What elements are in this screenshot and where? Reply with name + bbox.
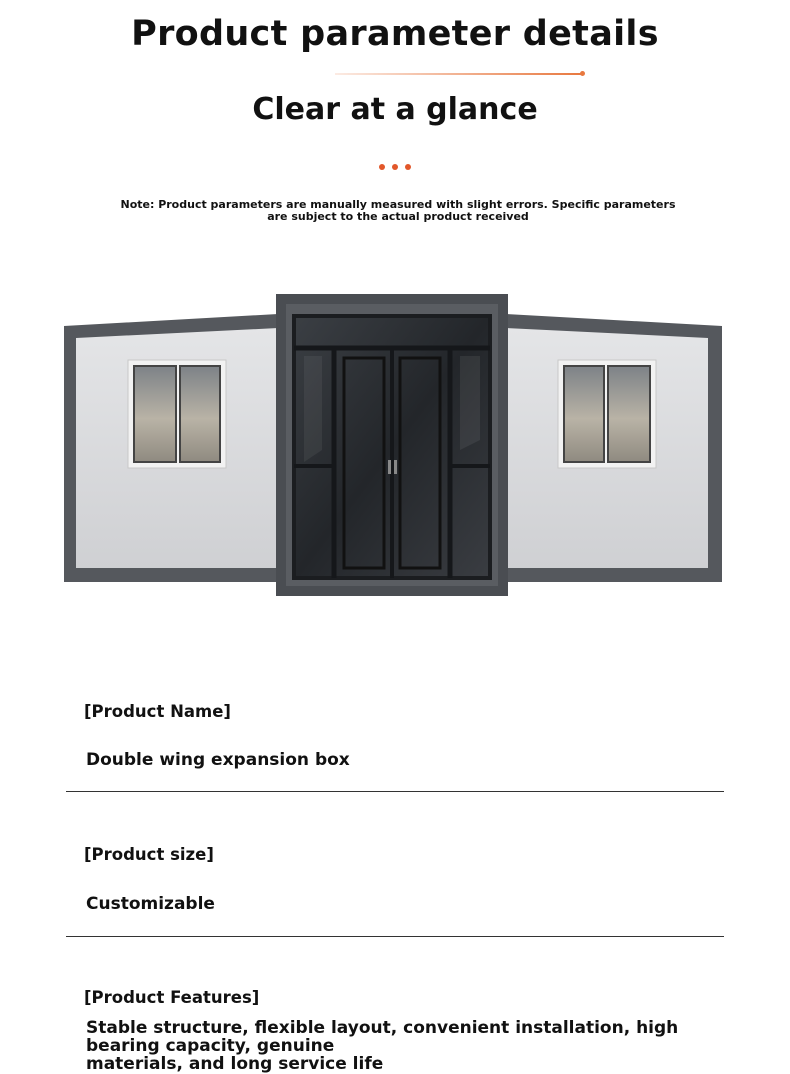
product-features-line-3: materials, and long service life <box>86 1054 384 1074</box>
product-features-label: [Product Features] <box>84 988 260 1007</box>
page-title: Product parameter details <box>131 14 659 54</box>
title-underline <box>335 73 583 75</box>
product-size-label: [Product size] <box>84 845 214 864</box>
product-size-value: Customizable <box>86 894 215 914</box>
page-subtitle: Clear at a glance <box>252 92 538 127</box>
note-line-1: Note: Product parameters are manually measured with slight errors. Specific parameters <box>120 198 676 211</box>
product-name-value: Double wing expansion box <box>86 750 350 770</box>
divider <box>66 791 724 792</box>
note-line-2: are subject to the actual product received <box>267 210 529 223</box>
product-features-line-2: bearing capacity, genuine <box>86 1036 335 1056</box>
decorative-dots <box>379 164 411 172</box>
product-features-line-1: Stable structure, flexible layout, convenient installation, high <box>86 1018 679 1038</box>
measurement-note <box>110 199 686 223</box>
product-image <box>60 290 730 600</box>
divider <box>66 936 724 937</box>
product-name-label: [Product Name] <box>84 702 231 721</box>
